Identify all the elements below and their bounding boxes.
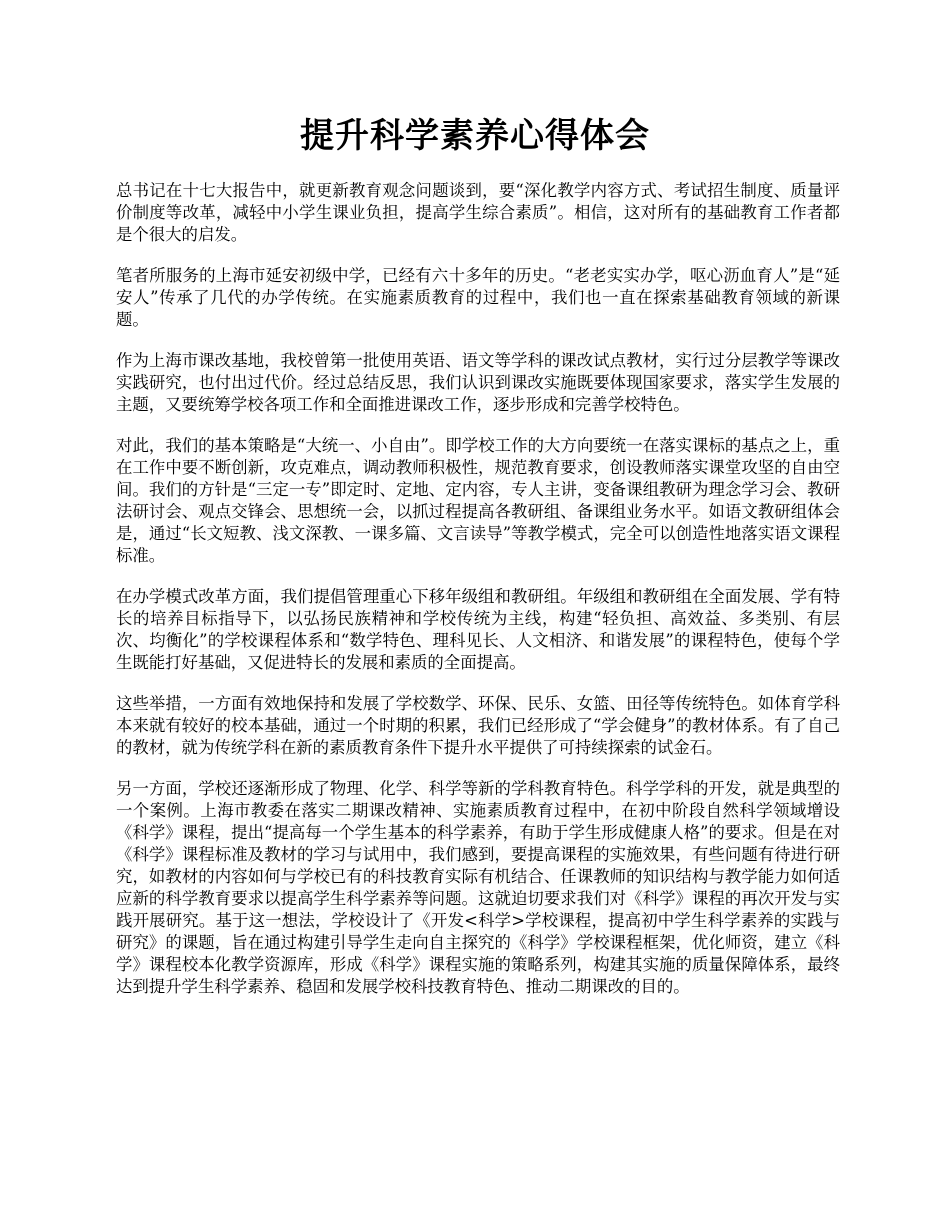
paragraph-1: 总书记在十七大报告中，就更新教育观念问题谈到，要“深化教学内容方式、考试招生制度、质量评价制度等改革，减轻中小学生课业负担，提高学生综合素质”。相信，这对所有的基础教育工作者都是个很大的启发。: [116, 181, 840, 244]
document-title: 提升科学素养心得体会: [300, 116, 650, 156]
paragraph-3: 作为上海市课改基地，我校曾第一批使用英语、语文等学科的课改试点教材，实行过分层教学等课改实践研究，也付出过代价。经过总结反思，我们认识到课改实施既要体现国家要求，落实学生发展的主题，又要统筹学校各项工作和全面推进课改工作，逐步形成和完善学校特色。: [116, 351, 840, 414]
paragraph-4: 对此，我们的基本策略是“大统一、小自由”。即学校工作的大方向要统一在落实课标的基点之上，重在工作中要不断创新，攻克难点，调动教师积极性，规范教育要求，创设教师落实课堂攻坚的自由空间。我们的方针是“三定一专”即定时、定地、定内容，专人主讲，变备课组教研为理念学习会、教研法研讨会、观点交锋会、思想统一会，以抓过程提高各教研组、备课组业务水平。如语文教研组体会是，通过“长文短教、浅文深教、一课多篇、文言读导”等教学模式，完全可以创造性地落实语文课程标准。: [116, 436, 840, 565]
paragraph-2: 笔者所服务的上海市延安初级中学，已经有六十多年的历史。“老老实实办学，呕心沥血育人”是“延安人”传承了几代的办学传统。在实施素质教育的过程中，我们也一直在探索基础教育领域的新课题。: [116, 266, 840, 329]
paragraph-7: 另一方面，学校还逐渐形成了物理、化学、科学等新的学科教育特色。科学学科的开发，就是典型的一个案例。上海市教委在落实二期课改精神、实施素质教育过程中，在初中阶段自然科学领域增设《科学》课程，提出“提高每一个学生基本的科学素养，有助于学生形成健康人格”的要求。但是在对《科学》课程标准及教材的学习与试用中，我们感到，要提高课程的实施效果，有些问题有待进行研究，如教材的内容如何与学校已有的科技教育实际有机结合、任课教师的知识结构与教学能力如何适应新的科学教育要求以提高学生科学素养等问题。这就迫切要求我们对《科学》课程的再次开发与实践开展研究。基于这一想法，学校设计了《开发<科学>学校课程，提高初中学生科学素养的实践与研究》的课题，旨在通过构建引导学生走向自主探究的《科学》学校课程框架，优化师资，建立《科学》课程校本化教学资源库，形成《科学》课程实施的策略系列，构建其实施的质量保障体系，最终达到提升学生科学素养、稳固和发展学校科技教育特色、推动二期课改的目的。: [116, 779, 840, 996]
document-body: [116, 180, 840, 1017]
paragraph-6: 这些举措，一方面有效地保持和发展了学校数学、环保、民乐、女篮、田径等传统特色。如体育学科本来就有较好的校本基础，通过一个时期的积累，我们已经形成了“学会健身”的教材体系。有了自己的教材，就为传统学科在新的素质教育条件下提升水平提供了可持续探索的试金石。: [116, 694, 840, 757]
paragraph-5: 在办学模式改革方面，我们提倡管理重心下移年级组和教研组。年级组和教研组在全面发展、学有特长的培养目标指导下，以弘扬民族精神和学校传统为主线，构建“轻负担、高效益、多类别、有层次、均衡化”的学校课程体系和“数学特色、理科见长、人文相济、和谐发展”的课程特色，使每个学生既能打好基础，又促进特长的发展和素质的全面提高。: [116, 587, 840, 672]
